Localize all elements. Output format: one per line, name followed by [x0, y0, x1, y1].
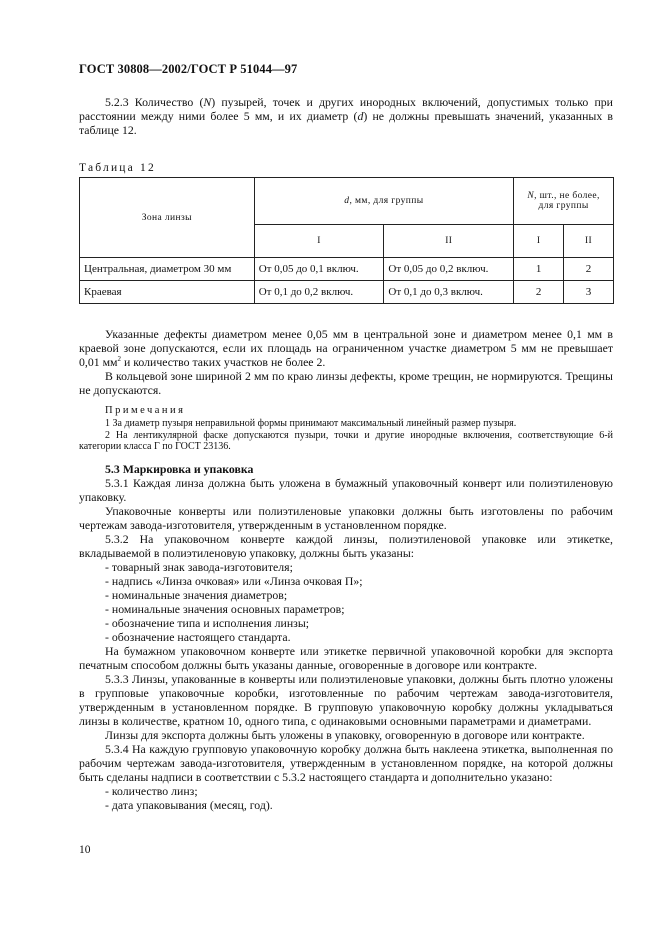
paragraph-5-3-4: 5.3.4 На каждую групповую упаковочную коробку должна быть наклеена этикетка, выполненная по рабочим чертежам завода-изготовителя, утвержденным в установленном порядке, на которой должны быть сделаны надписи в соответствии с 5.3.2 настоящего стандарта и дополнительно указано: — [79, 742, 613, 784]
defects-table — [79, 177, 614, 304]
paragraph-5-3-2: 5.3.2 На упаковочном конверте каждой линзы, полиэтиленовой упаковке или этикетке, вкладываемой в полиэтиленовую упаковку, должны быть указаны: — [79, 532, 613, 560]
notes-block — [79, 404, 613, 453]
col-n-header: N, шт., не более, для группы — [514, 178, 614, 225]
notes-title: Примечания — [105, 405, 186, 416]
intro-block — [79, 95, 613, 137]
list-item: - количество линз; — [105, 784, 198, 798]
row-d2: От 0,1 до 0,3 включ. — [384, 281, 514, 304]
d-group-2-header: II — [384, 225, 514, 258]
row-n2: 3 — [564, 281, 614, 304]
row-d1: От 0,05 до 0,1 включ. — [254, 258, 384, 281]
row-n1: 1 — [514, 258, 564, 281]
intro-paragraph: 5.2.3 Количество (N) пузырей, точек и других инородных включений, допустимых только при расстоянии между ними более 5 мм, и их диаметр (d) не должны превышать значений, указанных в таблице 12. — [79, 95, 613, 137]
d-group-1-header: I — [254, 225, 384, 258]
row-n2: 2 — [564, 258, 614, 281]
defects-paragraph: Указанные дефекты диаметром менее 0,05 мм в центральной зоне и диаметром менее 0,1 мм в краевой зоне допускаются, если их площадь на ограниченном участке диаметром 5 мм не превышает 0,01 $мм^2$ и количество таких участков не более 2. — [79, 327, 613, 369]
list-item: - обозначение настоящего стандарта. — [105, 630, 291, 644]
list-item: - товарный знак завода-изготовителя; — [105, 560, 293, 574]
note-2: 2 На лентикулярной фаске допускаются пузыри, точки и другие инородные включения, соответствующие 6-й категории класса Г по ГОСТ 23136. — [79, 429, 613, 452]
table-row — [80, 281, 614, 304]
list-item: - обозначение типа и исполнения линзы; — [105, 616, 310, 630]
list-item: - номинальные значения диаметров; — [105, 588, 288, 602]
list-item: - номинальные значения основных параметров; — [105, 602, 345, 616]
row-zone: Краевая — [80, 281, 255, 304]
col-d-header: d, мм, для группы — [254, 178, 513, 225]
paragraph-5-3-2b: На бумажном упаковочном конверте или этикетке первичной упаковочной коробки для экспорта печатным способом должны быть указаны данные, оговоренные в договоре или контракте. — [79, 644, 613, 672]
paragraph-5-3-1b: Упаковочные конверты или полиэтиленовые упаковки должны быть изготовлены по рабочим чертежам завода-изготовителя, утвержденным в установленном порядке. — [79, 504, 613, 532]
n-group-1-header: I — [514, 225, 564, 258]
list-item: - дата упаковывания (месяц, год). — [105, 798, 273, 812]
paragraph-5-3-3: 5.3.3 Линзы, упакованные в конверты или полиэтиленовые упаковки, должны быть плотно уложены в групповые упаковочные коробки, изготовленные по рабочим чертежам завода-изготовителя, утвержденным в установленном порядке. В групповую упаковочную коробку должны укладываться линзы в количестве, кратном 10, одного типа, с одинаковыми основными параметрами и диаметрами. — [79, 672, 613, 728]
table-row — [80, 258, 614, 281]
row-d1: От 0,1 до 0,2 включ. — [254, 281, 384, 304]
table-caption: Таблица 12 — [79, 162, 156, 174]
n-group-2-header: II — [564, 225, 614, 258]
col-zone-header: Зона линзы — [80, 178, 255, 258]
after-table-block — [79, 327, 613, 397]
row-zone: Центральная, диаметром 30 мм — [80, 258, 255, 281]
section-5-3 — [79, 462, 613, 812]
row-n1: 2 — [514, 281, 564, 304]
list-item: - надпись «Линза очковая» или «Линза очковая П»; — [105, 574, 363, 588]
page-number: 10 — [79, 844, 91, 856]
note-1: 1 За диаметр пузыря неправильной формы принимают максимальный линейный размер пузыря. — [105, 418, 517, 429]
ring-zone-paragraph: В кольцевой зоне шириной 2 мм по краю линзы дефекты, кроме трещин, не нормируются. Трещины не допускаются. — [79, 369, 613, 397]
paragraph-5-3-3b: Линзы для экспорта должны быть уложены в упаковку, оговоренную в договоре или контракте. — [105, 728, 585, 742]
row-d2: От 0,05 до 0,2 включ. — [384, 258, 514, 281]
paragraph-5-3-1: 5.3.1 Каждая линза должна быть уложена в бумажный упаковочный конверт или полиэтиленовую упаковку. — [79, 476, 613, 504]
section-title: 5.3 Маркировка и упаковка — [105, 462, 254, 476]
page-header: ГОСТ 30808—2002/ГОСТ Р 51044—97 — [79, 62, 298, 76]
